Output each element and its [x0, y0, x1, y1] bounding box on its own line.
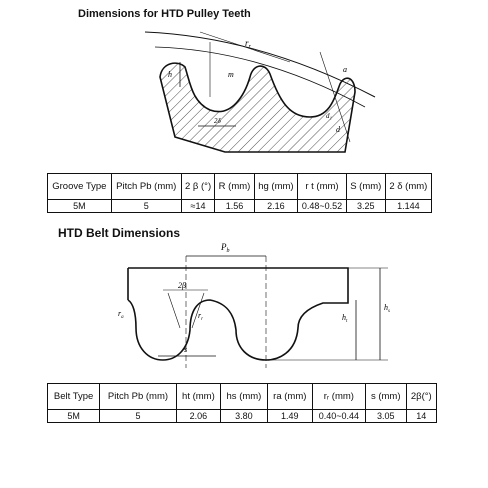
di-label: d₁	[326, 112, 332, 120]
two-delta-label: 2δ	[214, 117, 221, 125]
table-cell: 1.56	[215, 200, 254, 213]
table-header: s (mm)	[365, 384, 406, 410]
table-header: Groove Type	[48, 174, 112, 200]
table-cell: 2.06	[176, 410, 220, 423]
m-label: m	[228, 70, 234, 79]
table-cell: 14	[406, 410, 436, 423]
table-header: hs (mm)	[221, 384, 268, 410]
d-label: d	[336, 125, 340, 134]
belt-dimensions-table	[47, 383, 437, 423]
table-cell: 5	[111, 200, 181, 213]
ra-label: $r_a$	[118, 309, 124, 320]
belt-profile-drawing	[118, 238, 398, 373]
table-cell: 3.25	[346, 200, 385, 213]
pulley-section-title: Dimensions for HTD Pulley Teeth	[78, 8, 251, 20]
table-cell: 5M	[48, 200, 112, 213]
table-row	[48, 410, 437, 423]
table-header: rᵣ (mm)	[312, 384, 365, 410]
pb-label: $P_b$	[221, 242, 230, 254]
table-header: 2 β (°)	[181, 174, 215, 200]
table-header: Pitch Pb (mm)	[100, 384, 177, 410]
table-header: 2β(°)	[406, 384, 436, 410]
table-header: r t (mm)	[298, 174, 347, 200]
ht-label: $h_t$	[342, 313, 348, 324]
belt-section-title: HTD Belt Dimensions	[58, 226, 181, 240]
a-label: a	[343, 65, 347, 74]
s-label: s	[184, 345, 188, 354]
table-cell: 5M	[48, 410, 100, 423]
h-label: h	[168, 70, 172, 79]
table-row	[48, 200, 432, 213]
table-header: 2 δ (mm)	[385, 174, 431, 200]
table-header: Pitch Pb (mm)	[111, 174, 181, 200]
pulley-teeth-drawing	[140, 22, 380, 167]
table-cell: 1.144	[385, 200, 431, 213]
pitch-radius-label: $r_r$	[245, 38, 251, 50]
table-header: R (mm)	[215, 174, 254, 200]
rr-label: $r_r$	[198, 311, 204, 322]
table-cell: 0.40~0.44	[312, 410, 365, 423]
table-header: ht (mm)	[176, 384, 220, 410]
table-cell: 2.16	[254, 200, 297, 213]
table-cell: ≈14	[181, 200, 215, 213]
table-header: ra (mm)	[267, 384, 312, 410]
table-cell: 5	[100, 410, 177, 423]
table-cell: 0.48~0.52	[298, 200, 347, 213]
table-header: Belt Type	[48, 384, 100, 410]
table-cell: 3.05	[365, 410, 406, 423]
table-header: hg (mm)	[254, 174, 297, 200]
table-header: S (mm)	[346, 174, 385, 200]
hs-label: $h_s$	[384, 303, 390, 314]
two-beta-label: 2β	[178, 281, 186, 290]
table-cell: 1.49	[267, 410, 312, 423]
table-cell: 3.80	[221, 410, 268, 423]
pulley-dimensions-table	[47, 173, 432, 213]
